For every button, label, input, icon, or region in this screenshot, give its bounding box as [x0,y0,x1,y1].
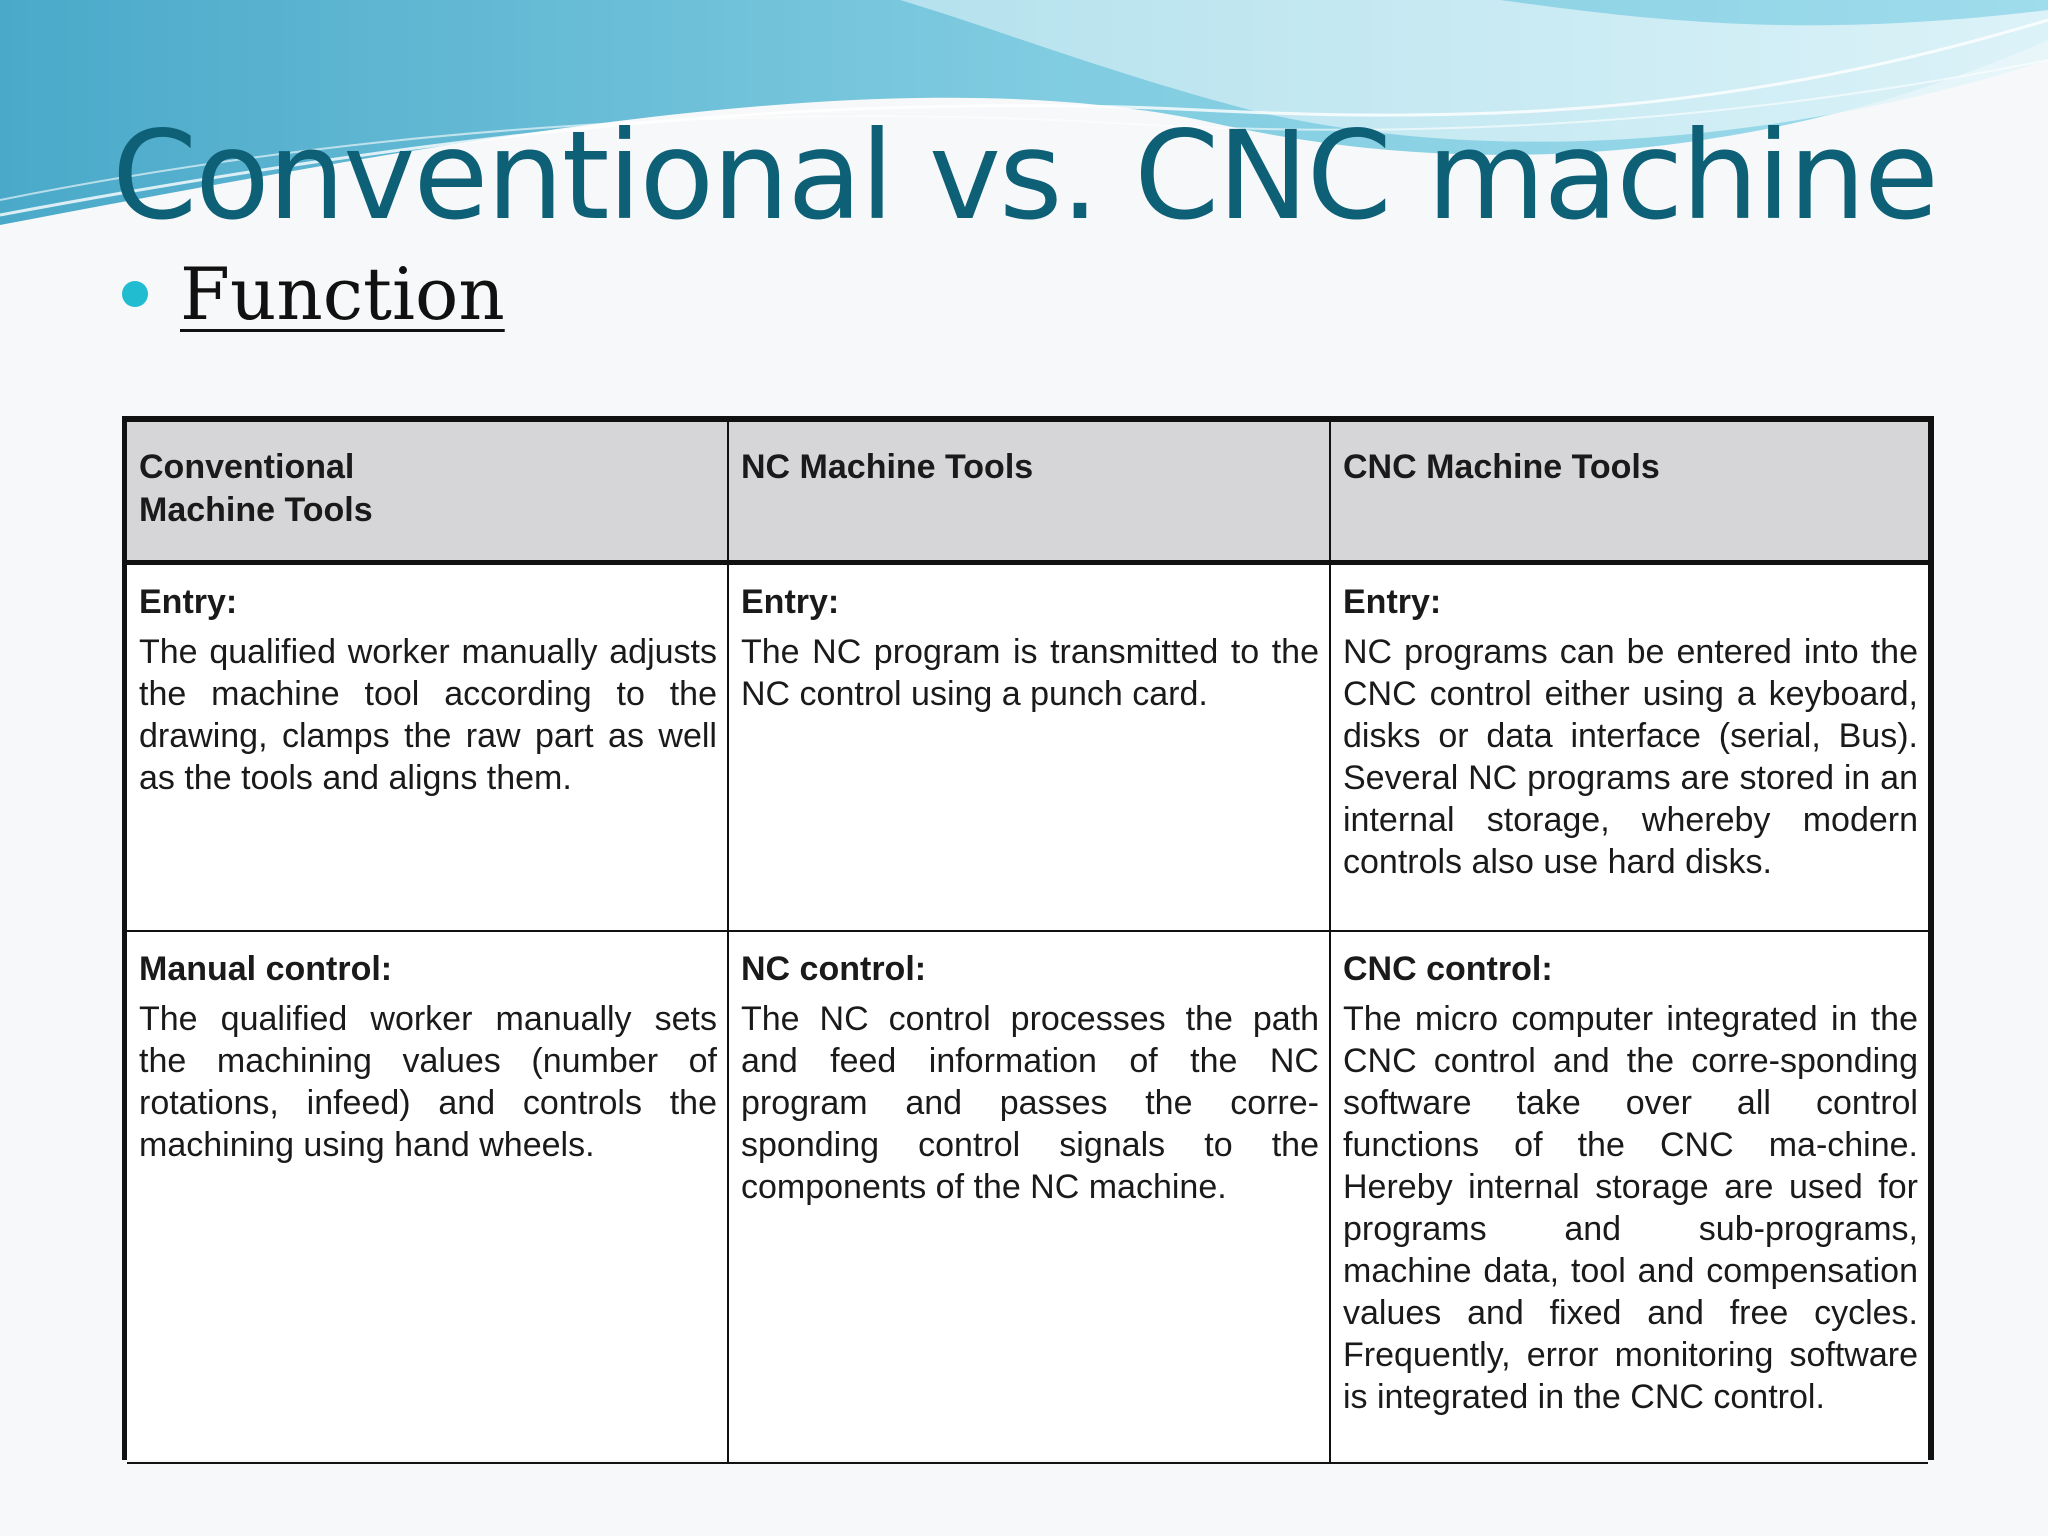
cell-text: The qualified worker manually sets the machining values (number of rotations, infeed) and controls the machining using hand wheels. [139,1000,717,1164]
cell-label: Entry: [1343,583,1442,621]
cell-text: NC programs can be entered into the CNC control either using a keyboard, disks or data interface (serial, Bus). Several NC programs are stored in an internal storage, whereby modern controls also use hard disks. [1343,633,1918,881]
table-cell [1331,932,1928,1462]
comparison-table [122,416,1934,1460]
cell-label: Entry: [741,583,840,621]
table-row [127,932,1928,1464]
bullet-dot-icon [122,281,148,307]
table-cell [729,565,1331,930]
table-cell [1331,565,1928,930]
table-header-row [127,422,1928,565]
table-cell [127,932,729,1462]
cell-text: The NC program is transmitted to the NC control using a punch card. [741,633,1319,713]
table-row [127,565,1928,932]
header-cnc: CNC Machine Tools [1343,448,1660,486]
slide-title: Conventional vs. CNC machine [112,105,1937,247]
cell-label: CNC control: [1343,950,1553,988]
cell-label: Manual control: [139,950,393,988]
cell-label: NC control: [741,950,927,988]
header-conventional [127,422,729,560]
header-conventional-line1: Conventional [139,448,355,486]
cell-text: The micro computer integrated in the CNC control and the corre-sponding software take over all control functions of the CNC ma-chine. Hereby internal storage are used for programs and sub-programs, machine data, tool and compensation values and fixed and free cycles. Frequently, error monitoring software is integrated in the CNC control. [1343,1000,1918,1416]
table-cell [729,932,1331,1462]
bullet-item [122,254,505,334]
bullet-text: Function [180,252,505,336]
header-conventional-line2: Machine Tools [139,491,373,529]
cell-text: The qualified worker manually adjusts the machine tool according to the drawing, clamps the raw part as well as the tools and aligns them. [139,633,717,797]
table-cell [127,565,729,930]
cell-label: Entry: [139,583,238,621]
header-nc: NC Machine Tools [729,422,1331,560]
cell-text: The NC control processes the path and feed information of the NC program and passes the corre-sponding control signals to the components of the NC machine. [741,1000,1319,1206]
